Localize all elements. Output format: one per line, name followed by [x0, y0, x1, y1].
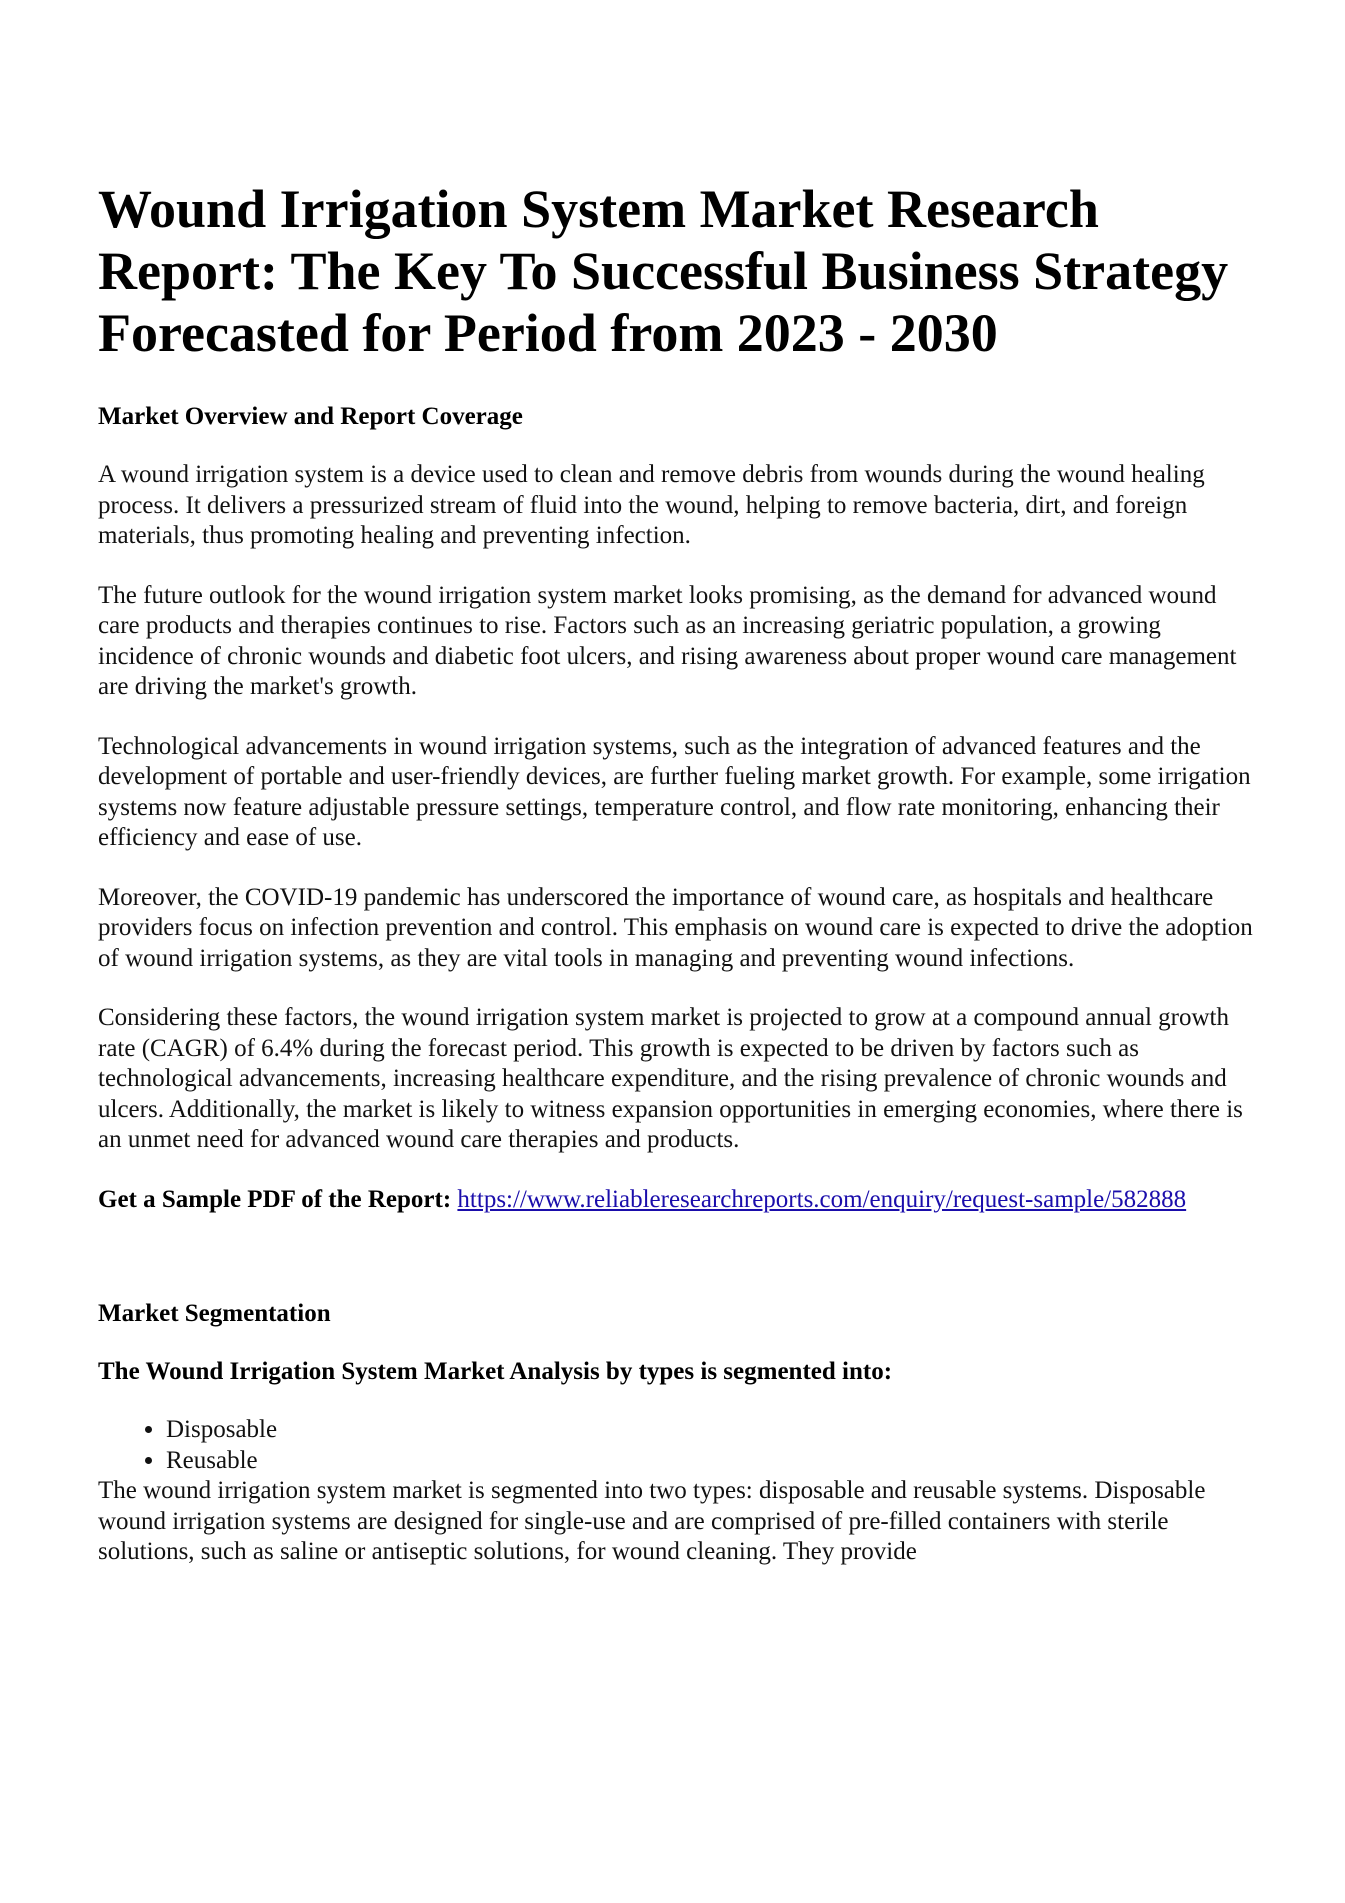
types-list [98, 1415, 1258, 1476]
document-page [98, 178, 1258, 1597]
sample-pdf-line [98, 1185, 1258, 1216]
overview-paragraph-2: The future outlook for the wound irrigation system market looks promising, as the demand for advanced wound care products and therapies continues to rise. Factors such as an increasing geriatric population, a growing incidence of chronic wounds and diabetic foot ulcers, and rising awareness about proper wound care management are driving the market's growth. [98, 581, 1237, 700]
page-title: Wound Irrigation System Market Research Report: The Key To Successful Business Strategy Forecasted for Period from 2023 - 2030 [98, 179, 1229, 363]
sample-pdf-label: Get a Sample PDF of the Report: [98, 1185, 452, 1213]
overview-paragraph-1: A wound irrigation system is a device used to clean and remove debris from wounds during the wound healing process. It delivers a pressurized stream of fluid into the wound, helping to remove bacteria, dirt, and foreign materials, thus promoting healing and preventing infection. [98, 461, 1205, 549]
segmentation-description: The wound irrigation system market is segmented into two types: disposable and reusable systems. Disposable wound irrigation systems are designed for single-use and are comprised of pre-filled containers with sterile solutions, such as saline or antiseptic solutions, for wound cleaning. They provide [98, 1477, 1206, 1565]
sample-pdf-link[interactable]: https://www.reliableresearchreports.com/enquiry/request-sample/582888 [457, 1185, 1187, 1213]
segmentation-heading: Market Segmentation [98, 1300, 331, 1327]
list-item: • Disposable [166, 1415, 1258, 1446]
types-heading: The Wound Irrigation System Market Analysis by types is segmented into: [98, 1358, 893, 1385]
overview-paragraph-5: Considering these factors, the wound irrigation system market is projected to grow at a compound annual growth rate (CAGR) of 6.4% during the forecast period. This growth is expected to be driven by factors such as technological advancements, increasing healthcare expenditure, and the rising prevalence of chronic wounds and ulcers. Additionally, the market is likely to witness expansion opportunities in emerging economies, where there is an unmet need for advanced wound care therapies and products. [98, 1004, 1243, 1153]
overview-paragraph-3: Technological advancements in wound irrigation systems, such as the integration of advanced features and the development of portable and user-friendly devices, are further fueling market growth. For example, some irrigation systems now feature adjustable pressure settings, temperature control, and flow rate monitoring, enhancing their efficiency and ease of use. [98, 732, 1251, 851]
overview-heading: Market Overview and Report Coverage [98, 403, 523, 430]
list-item: • Reusable [166, 1446, 1258, 1477]
overview-paragraph-4: Moreover, the COVID-19 pandemic has underscored the importance of wound care, as hospitals and healthcare providers focus on infection prevention and control. This emphasis on wound care is expected to drive the adoption of wound irrigation systems, as they are vital tools in managing and preventing wound infections. [98, 883, 1253, 972]
